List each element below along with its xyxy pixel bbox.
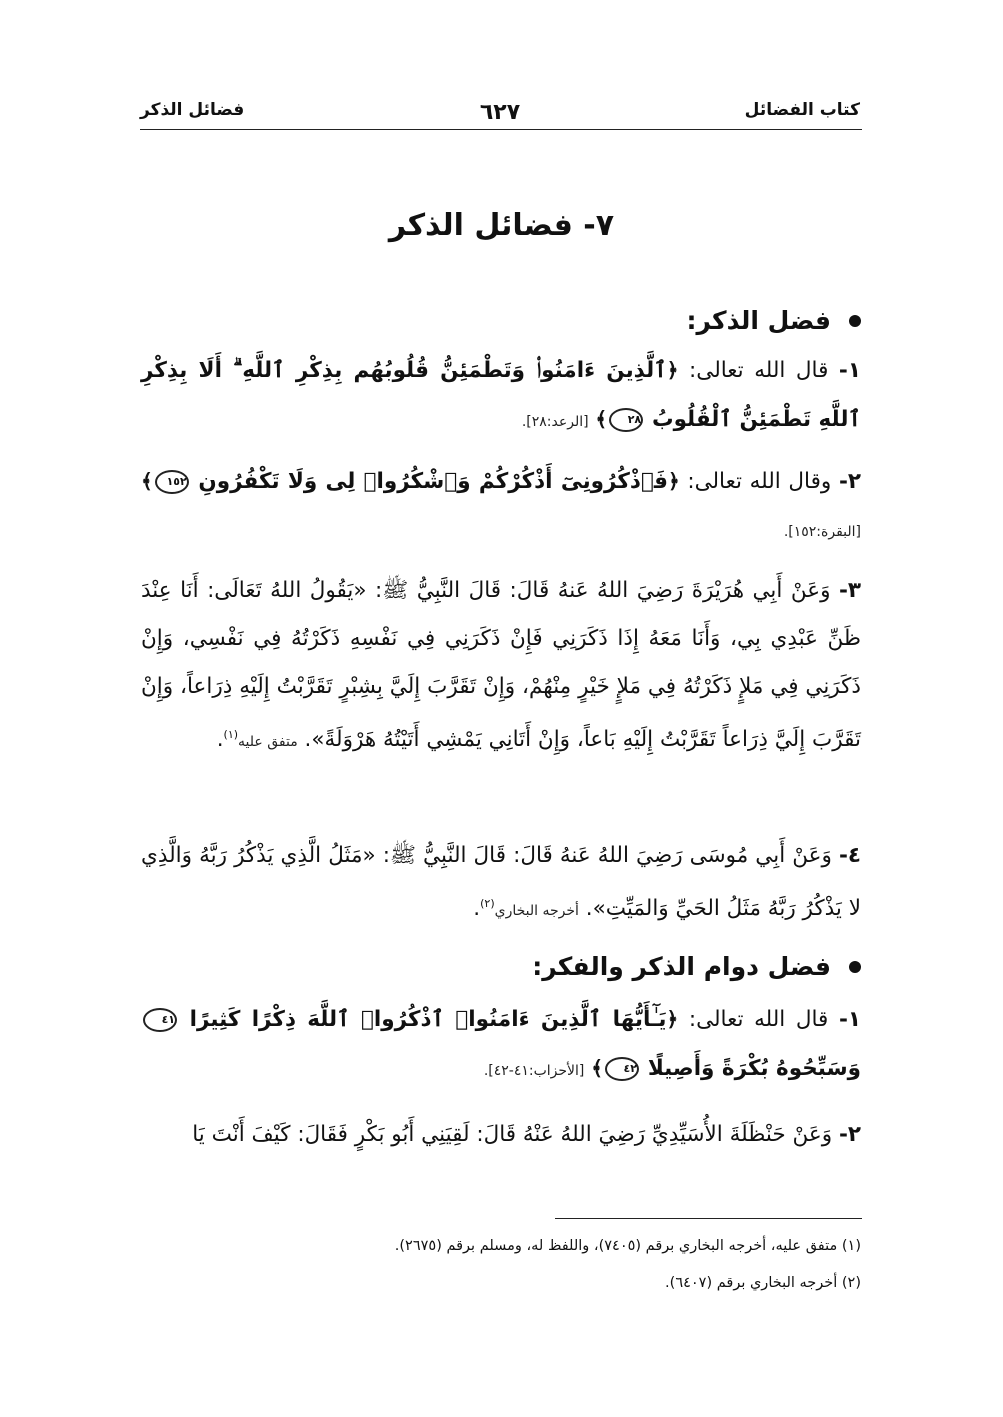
verse-number-mark: ٤١ bbox=[143, 1008, 177, 1032]
running-header bbox=[140, 100, 860, 130]
hadith-text: وَعَنْ أَبِي هُرَيْرَةَ رَضِيَ اللهُ عَنهُ قَالَ: قَالَ النَّبِيُّ ﷺ: «يَقُولُ اللهُ تَعَالَى: أَنَا عِنْدَ ظَنِّ عَبْدِي بِي، وَأَنَا مَعَهُ إِذَا ذَكَرَنِي فَإِنْ ذَكَرَنِي فِي نَفْسِهِ ذَكَرْتُهُ فِي نَفْسِي، وَإِنْ ذَكَرَنِي فِي مَلإٍ ذَكَرْتُهُ فِي مَلإٍ خَيْرٍ مِنْهُمْ، وَإِنْ تَقَرَّبَ إِلَيَّ بِشِبْرٍ تَقَرَّبْتُ إِلَيْهِ ذِرَاعاً، وَإِنْ تَقَرَّبَ إِلَيَّ ذِرَاعاً تَقَرَّبْتُ إِلَيْهِ بَاعاً، وَإِنْ أَتَانِي يَمْشِي أَتَيْتُهُ هَرْوَلَةً». bbox=[141, 578, 861, 753]
header-divider bbox=[140, 129, 862, 130]
item-number: ٤- bbox=[838, 843, 861, 868]
verse-reference: [الرعد:٢٨]. bbox=[521, 414, 589, 430]
sentence-end: . bbox=[473, 896, 481, 922]
list-item bbox=[141, 346, 861, 446]
section-heading-text: فضل الذكر: bbox=[686, 306, 831, 335]
bullet-icon bbox=[849, 315, 861, 327]
sentence-end: . bbox=[216, 727, 224, 753]
list-item bbox=[141, 995, 861, 1095]
bullet-icon bbox=[849, 961, 861, 973]
book-title: كتاب الفضائل bbox=[744, 100, 860, 120]
footnote-2: (٢) أخرجه البخاري برقم (٦٤٠٧). bbox=[665, 1275, 861, 1291]
item-number: ١- bbox=[838, 1007, 861, 1032]
ornate-bracket-open: ﴿ bbox=[666, 1007, 679, 1031]
footnote-marker: (١) bbox=[223, 728, 239, 741]
running-section-title: فضائل الذكر bbox=[140, 100, 245, 120]
ornate-bracket-close: ﴾ bbox=[595, 407, 608, 431]
footnote-divider bbox=[555, 1218, 862, 1219]
verse-number-mark: ١٥٢ bbox=[155, 470, 189, 494]
chapter-title: ٧- فضائل الذكر bbox=[388, 208, 615, 243]
quran-verse: وَسَبِّحُوهُ بُكْرَةً وَأَصِيلًا bbox=[647, 1056, 861, 1081]
hadith-text: وَعَنْ حَنْظَلَةَ الأُسَيِّدِيِّ رَضِيَ اللهُ عَنْهُ قَالَ: لَقِيَنِي أَبُو بَكْرٍ فَقَالَ: كَيْفَ أَنْتَ يَا bbox=[192, 1122, 833, 1147]
item-number: ٣- bbox=[838, 578, 861, 603]
hadith-source: أخرجه البخاري bbox=[494, 903, 579, 920]
quran-verse: ٱلَّذِينَ ءَامَنُوا۟ وَتَطْمَئِنُّ قُلُوبُهُم بِذِكْرِ ٱللَّهِ ۗ أَلَا بِذِكْرِ ٱللَّهِ تَطْمَئِنُّ ٱلْقُلُوبُ bbox=[141, 358, 861, 432]
verse-reference: [البقرة:١٥٢]. bbox=[783, 524, 861, 540]
quran-verse: فَٱذْكُرُونِىٓ أَذْكُرْكُمْ وَٱشْكُرُوا۟ لِى وَلَا تَكْفُرُونِ bbox=[198, 469, 668, 494]
hadith-text: وَعَنْ أَبِي مُوسَى رَضِيَ اللهُ عَنهُ قَالَ: قَالَ النَّبِيُّ ﷺ: «مَثَلُ الَّذِي يَذْكُرُ رَبَّهُ وَالَّذِي لا يَذْكُرُ رَبَّهُ مَثَلُ الحَيِّ وَالمَيِّتِ». bbox=[141, 843, 861, 922]
list-item bbox=[141, 832, 861, 935]
list-item bbox=[141, 457, 861, 556]
footnote-marker: (٢) bbox=[480, 897, 495, 910]
item-intro: وقال الله تعالى: bbox=[687, 469, 832, 494]
list-item bbox=[141, 567, 861, 766]
ornate-bracket-open: ﴿ bbox=[666, 358, 679, 382]
verse-reference: [الأحزاب:٤١-٤٢]. bbox=[483, 1063, 585, 1079]
verse-number-mark: ٤٢ bbox=[605, 1057, 639, 1081]
item-intro: قال الله تعالى: bbox=[688, 1007, 829, 1032]
section-heading-continuous-dhikr bbox=[532, 952, 861, 981]
verse-number-mark: ٢٨ bbox=[609, 408, 643, 432]
section-heading-virtue-of-dhikr bbox=[686, 306, 861, 335]
page-number: ٦٢٧ bbox=[479, 100, 521, 125]
ornate-bracket-close: ﴾ bbox=[141, 469, 153, 493]
item-number: ١- bbox=[838, 358, 861, 383]
section-heading-text: فضل دوام الذكر والفكر: bbox=[532, 952, 831, 981]
list-item bbox=[141, 1111, 861, 1159]
quran-verse: يَـٰٓأَيُّهَا ٱلَّذِينَ ءَامَنُوا۟ ٱذْكُرُوا۟ ٱللَّهَ ذِكْرًا كَثِيرًا bbox=[189, 1007, 667, 1032]
footnote-1: (١) متفق عليه، أخرجه البخاري برقم (٧٤٠٥)، واللفظ له، ومسلم برقم (٢٦٧٥). bbox=[394, 1238, 861, 1254]
item-number: ٢- bbox=[838, 1122, 861, 1147]
ornate-bracket-close: ﴾ bbox=[591, 1056, 603, 1080]
item-intro: قال الله تعالى: bbox=[689, 358, 829, 383]
ornate-bracket-open: ﴿ bbox=[667, 469, 680, 493]
item-number: ٢- bbox=[838, 469, 862, 494]
hadith-source: متفق عليه bbox=[238, 734, 298, 751]
